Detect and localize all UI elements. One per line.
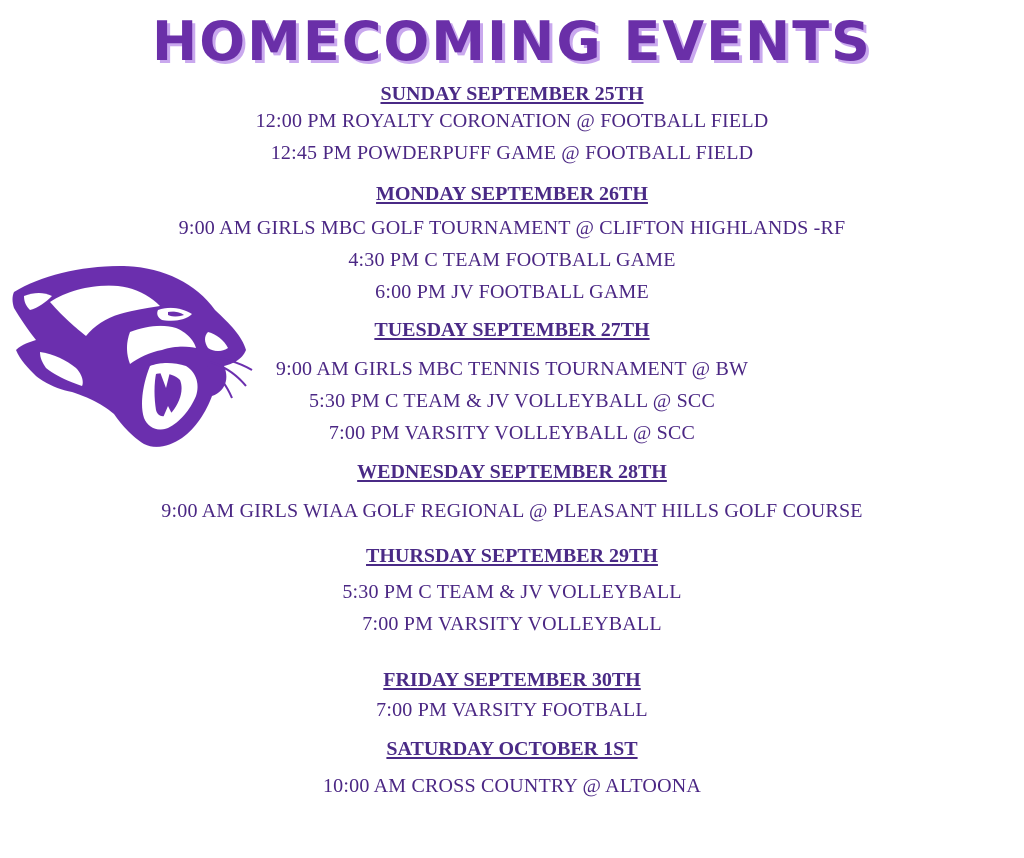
event-line: 5:30 PM C TEAM & JV VOLLEYBALL @ SCC [308,390,716,412]
event-line: 9:00 AM GIRLS WIAA GOLF REGIONAL @ PLEASANT HILLS GOLF COURSE [161,500,863,522]
event-line: 4:30 PM C TEAM FOOTBALL GAME [348,249,676,271]
event-line: 9:00 AM GIRLS MBC GOLF TOURNAMENT @ CLIFTON HIGHLANDS -RF [178,217,846,239]
event-line: 7:00 PM VARSITY VOLLEYBALL @ SCC [328,422,696,444]
event-line: 10:00 AM CROSS COUNTRY @ ALTOONA [322,775,702,797]
event-line: 5:30 PM C TEAM & JV VOLLEYBALL [342,581,682,603]
day-heading-tuesday: TUESDAY SEPTEMBER 27TH [374,319,650,341]
day-heading-wednesday: WEDNESDAY SEPTEMBER 28TH [357,461,667,483]
event-line: 9:00 AM GIRLS MBC TENNIS TOURNAMENT @ BW [275,358,749,380]
event-line: 7:00 PM VARSITY VOLLEYBALL [362,613,662,635]
day-heading-friday: FRIDAY SEPTEMBER 30TH [383,669,641,691]
event-line: 12:45 PM POWDERPUFF GAME @ FOOTBALL FIELD [270,142,754,164]
event-line: 7:00 PM VARSITY FOOTBALL [376,699,648,721]
day-heading-monday: MONDAY SEPTEMBER 26TH [376,183,648,205]
event-line: 6:00 PM JV FOOTBALL GAME [375,281,649,303]
day-heading-thursday: THURSDAY SEPTEMBER 29TH [366,545,658,567]
page-title: HOMECOMING EVENTS [152,10,872,73]
event-line: 12:00 PM ROYALTY CORONATION @ FOOTBALL FIELD [255,110,769,132]
day-heading-sunday: SUNDAY SEPTEMBER 25TH [380,83,644,105]
day-heading-saturday: SATURDAY OCTOBER 1ST [386,738,638,760]
